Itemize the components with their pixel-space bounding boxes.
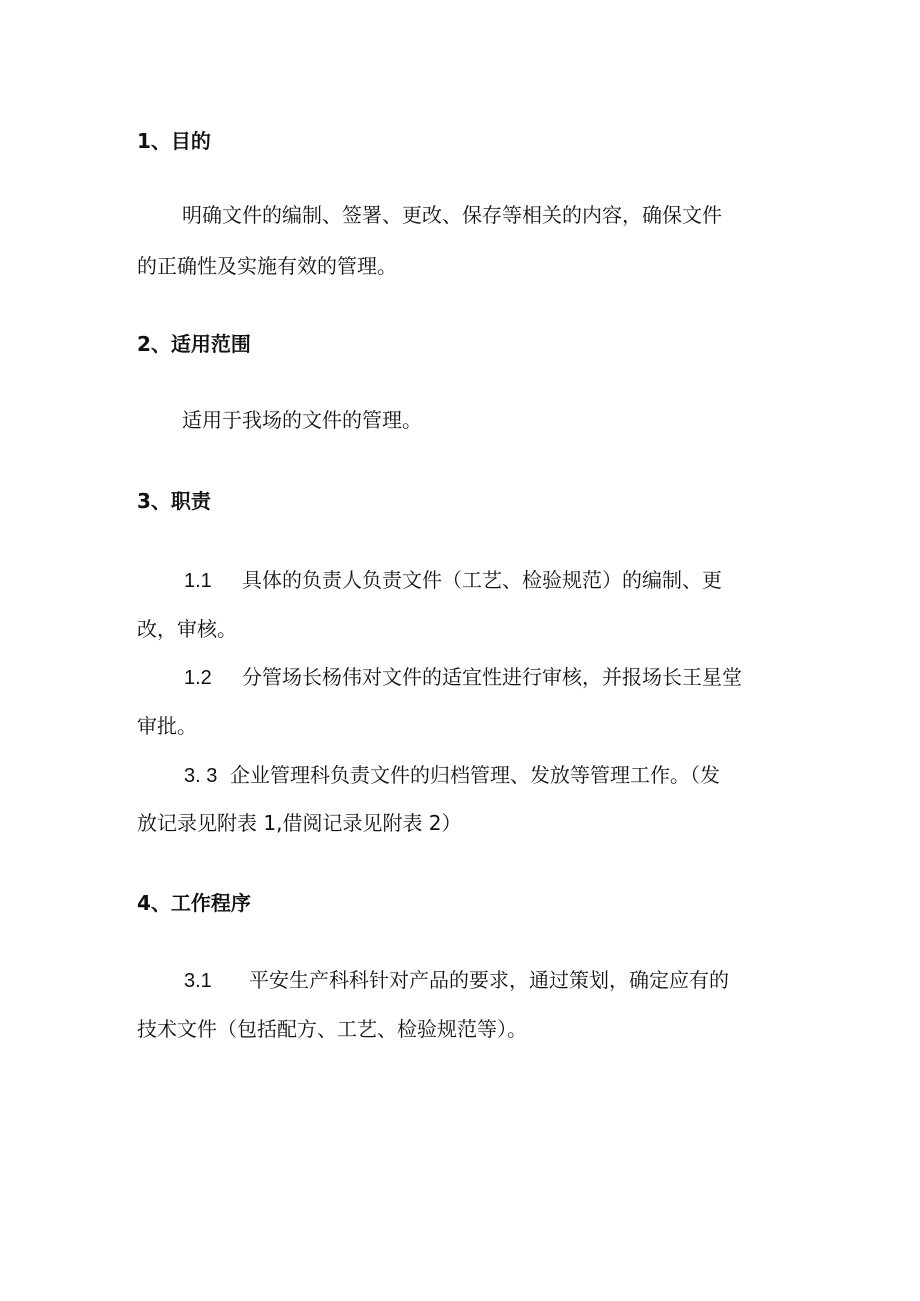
section-heading-responsibilities: 3、职责: [137, 489, 211, 513]
responsibility-item-2-line-2: 审批。: [137, 714, 197, 738]
item-text: 分管场长杨伟对文件的适宜性进行审核，并报场长王星堂: [242, 665, 742, 689]
item-number: 1.1: [184, 570, 212, 592]
responsibility-item-1-line-2: 改，审核。: [137, 617, 237, 641]
paragraph-purpose-line-1: 明确文件的编制、签署、更改、保存等相关的内容，确保文件: [182, 203, 722, 227]
section-heading-purpose: 1、目的: [137, 129, 211, 153]
item-text: 企业管理科负责文件的归档管理、发放等管理工作。（发: [230, 763, 720, 787]
responsibility-item-3-line-1: [184, 762, 720, 789]
responsibility-item-2-line-1: [184, 664, 742, 691]
section-heading-procedure: 4、工作程序: [137, 891, 251, 915]
item-number: 1.2: [184, 667, 212, 689]
paragraph-purpose-line-2: 的正确性及实施有效的管理。: [137, 254, 397, 278]
section-heading-scope: 2、适用范围: [137, 332, 251, 356]
responsibility-item-1-line-1: [184, 567, 722, 594]
paragraph-scope: 适用于我场的文件的管理。: [182, 408, 422, 432]
item-number: 3. 3: [184, 765, 218, 787]
responsibility-item-3-line-2: 放记录见附表 1,借阅记录见附表 2）: [137, 811, 462, 835]
procedure-item-1-line-1: [184, 967, 729, 994]
procedure-item-1-line-2: 技术文件（包括配方、工艺、检验规范等）。: [137, 1017, 527, 1041]
item-number: 3.1: [184, 970, 212, 992]
item-text: 具体的负责人负责文件（工艺、检验规范）的编制、更: [242, 568, 722, 592]
item-text: 平安生产科科针对产品的要求，通过策划，确定应有的: [249, 968, 729, 992]
